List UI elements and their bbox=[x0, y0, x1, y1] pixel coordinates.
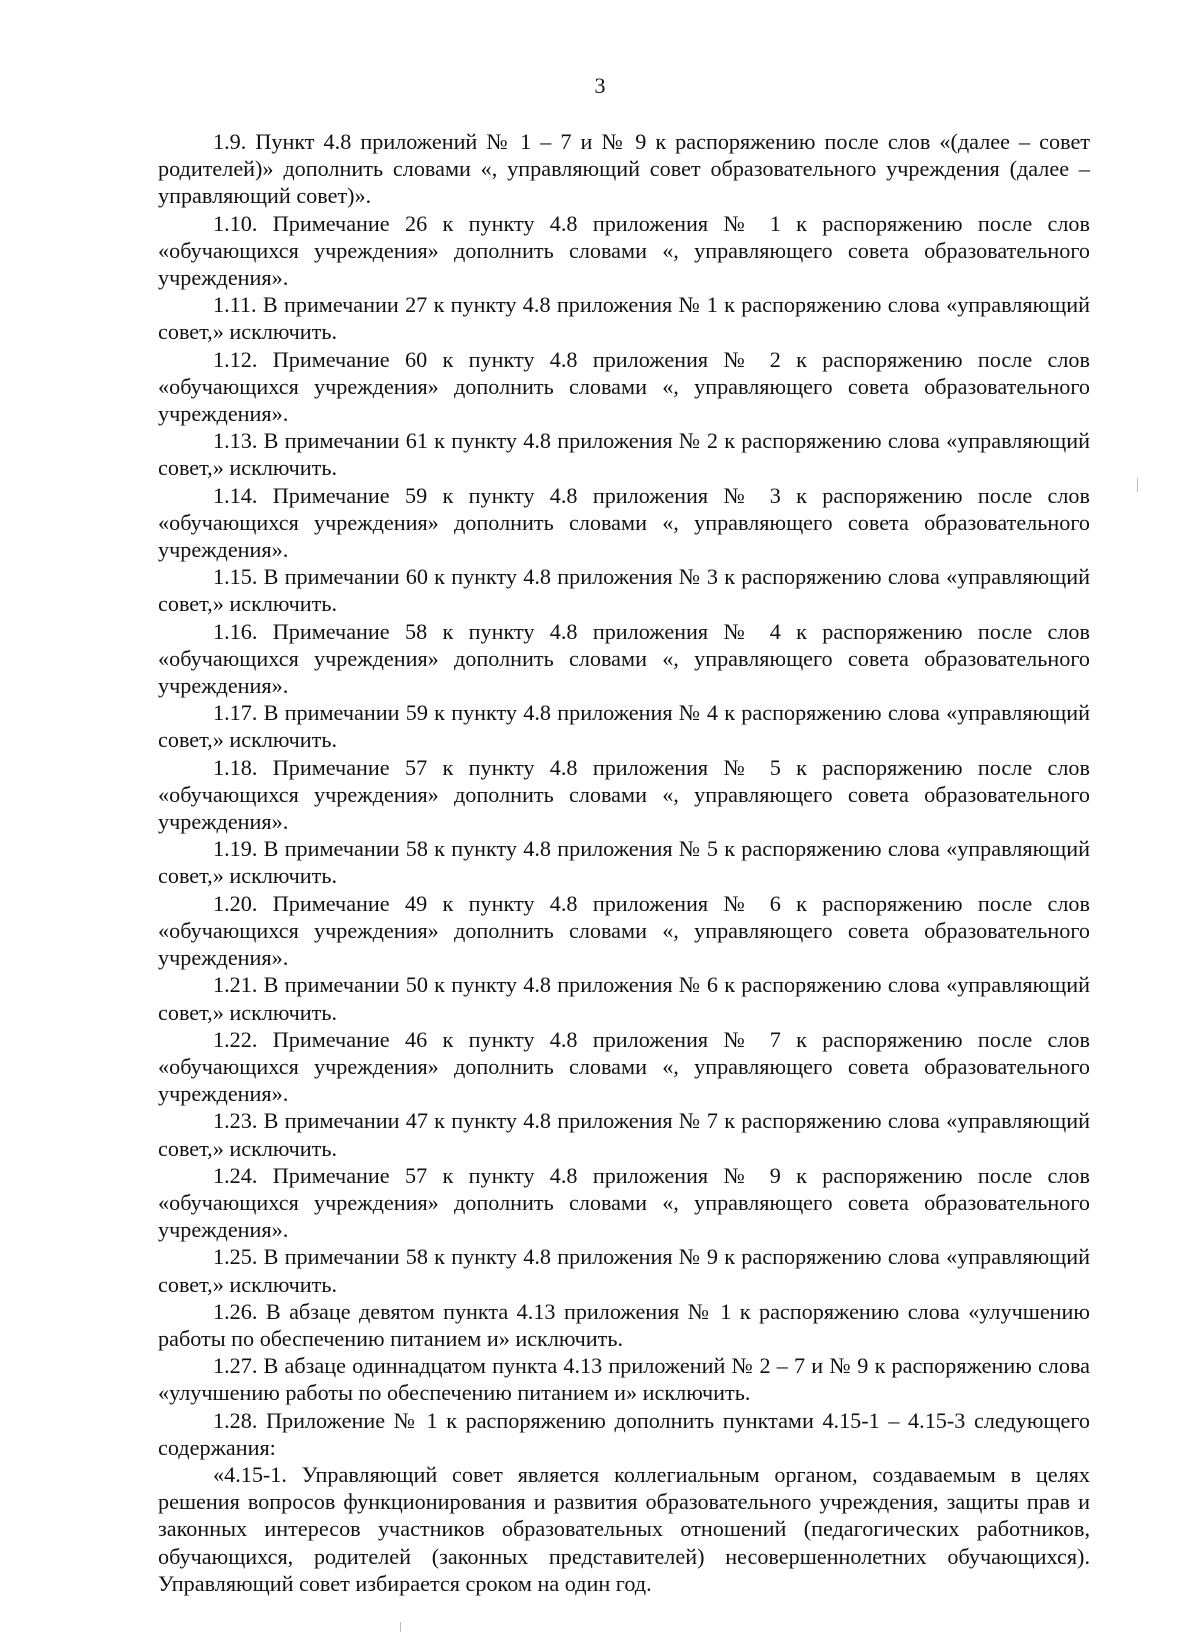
paragraph-1-23: 1.23. В примечании 47 к пункту 4.8 приложения № 7 к распоряжению слова «управляющий совет,» исключить. bbox=[158, 1108, 1090, 1161]
paragraph-1-17: 1.17. В примечании 59 к пункту 4.8 приложения № 4 к распоряжению слова «управляющий совет,» исключить. bbox=[158, 700, 1090, 753]
paragraph-1-14: 1.14. Примечание 59 к пункту 4.8 приложения № 3 к распоряжению после слов «обучающихся учреждения» дополнить словами «, управляющего совета образовательного учреждения». bbox=[158, 482, 1090, 563]
paragraph-1-12: 1.12. Примечание 60 к пункту 4.8 приложения № 2 к распоряжению после слов «обучающихся учреждения» дополнить словами «, управляющего совета образовательного учреждения». bbox=[158, 346, 1090, 427]
paragraph-1-27: 1.27. В абзаце одиннадцатом пункта 4.13 приложений № 2 – 7 и № 9 к распоряжению слова «улучшению работы по обеспечению питанием и» исключить. bbox=[158, 1353, 1090, 1406]
paragraph-1-16: 1.16. Примечание 58 к пункту 4.8 приложения № 4 к распоряжению после слов «обучающихся учреждения» дополнить словами «, управляющего совета образовательного учреждения». bbox=[158, 618, 1090, 699]
page-number: 3 bbox=[594, 73, 606, 98]
paragraph-1-18: 1.18. Примечание 57 к пункту 4.8 приложения № 5 к распоряжению после слов «обучающихся учреждения» дополнить словами «, управляющего совета образовательного учреждения». bbox=[158, 754, 1090, 835]
paragraph-1-22: 1.22. Примечание 46 к пункту 4.8 приложения № 7 к распоряжению после слов «обучающихся учреждения» дополнить словами «, управляющего совета образовательного учреждения». bbox=[158, 1026, 1090, 1107]
paragraph-1-25: 1.25. В примечании 58 к пункту 4.8 приложения № 9 к распоряжению слова «управляющий совет,» исключить. bbox=[158, 1244, 1090, 1297]
paragraph-1-10: 1.10. Примечание 26 к пункту 4.8 приложения № 1 к распоряжению после слов «обучающихся учреждения» дополнить словами «, управляющего совета образовательного учреждения». bbox=[158, 210, 1090, 291]
paragraph-4-15-1: «4.15-1. Управляющий совет является коллегиальным органом, создаваемым в целях решения вопросов функционирования и развития образовательного учреждения, защиты прав и законных интересов участников образовательных отношений (педагогических работников, обучающихся, родителей (законных представителей) несовершеннолетних обучающихся). Управляющий совет избирается сроком на один год. bbox=[158, 1461, 1090, 1596]
paragraph-1-19: 1.19. В примечании 58 к пункту 4.8 приложения № 5 к распоряжению слова «управляющий совет,» исключить. bbox=[158, 836, 1090, 889]
paragraph-1-13: 1.13. В примечании 61 к пункту 4.8 приложения № 2 к распоряжению слова «управляющий совет,» исключить. bbox=[158, 428, 1090, 481]
paragraph-1-11: 1.11. В примечании 27 к пункту 4.8 приложения № 1 к распоряжению слова «управляющий совет,» исключить. bbox=[158, 292, 1090, 345]
paragraph-1-21: 1.21. В примечании 50 к пункту 4.8 приложения № 6 к распоряжению слова «управляющий совет,» исключить. bbox=[158, 972, 1090, 1025]
paragraph-1-24: 1.24. Примечание 57 к пункту 4.8 приложения № 9 к распоряжению после слов «обучающихся учреждения» дополнить словами «, управляющего совета образовательного учреждения». bbox=[158, 1162, 1090, 1243]
scan-artifact-mark bbox=[400, 1622, 401, 1632]
paragraph-1-15: 1.15. В примечании 60 к пункту 4.8 приложения № 3 к распоряжению слова «управляющий совет,» исключить. bbox=[158, 564, 1090, 617]
paragraph-1-20: 1.20. Примечание 49 к пункту 4.8 приложения № 6 к распоряжению после слов «обучающихся учреждения» дополнить словами «, управляющего совета образовательного учреждения». bbox=[158, 890, 1090, 971]
paragraph-1-9: 1.9. Пункт 4.8 приложений № 1 – 7 и № 9 к распоряжению после слов «(далее – совет родителей)» дополнить словами «, управляющий совет образовательного учреждения (далее – управляющий совет)». bbox=[158, 129, 1090, 209]
paragraph-1-28: 1.28. Приложение № 1 к распоряжению дополнить пунктами 4.15-1 – 4.15-3 следующего содержания: bbox=[158, 1407, 1090, 1460]
document-body bbox=[158, 128, 1090, 1597]
paragraph-1-26: 1.26. В абзаце девятом пункта 4.13 приложения № 1 к распоряжению слова «улучшению работы по обеспечению питанием и» исключить. bbox=[158, 1298, 1090, 1351]
scan-artifact-mark bbox=[1137, 478, 1138, 492]
